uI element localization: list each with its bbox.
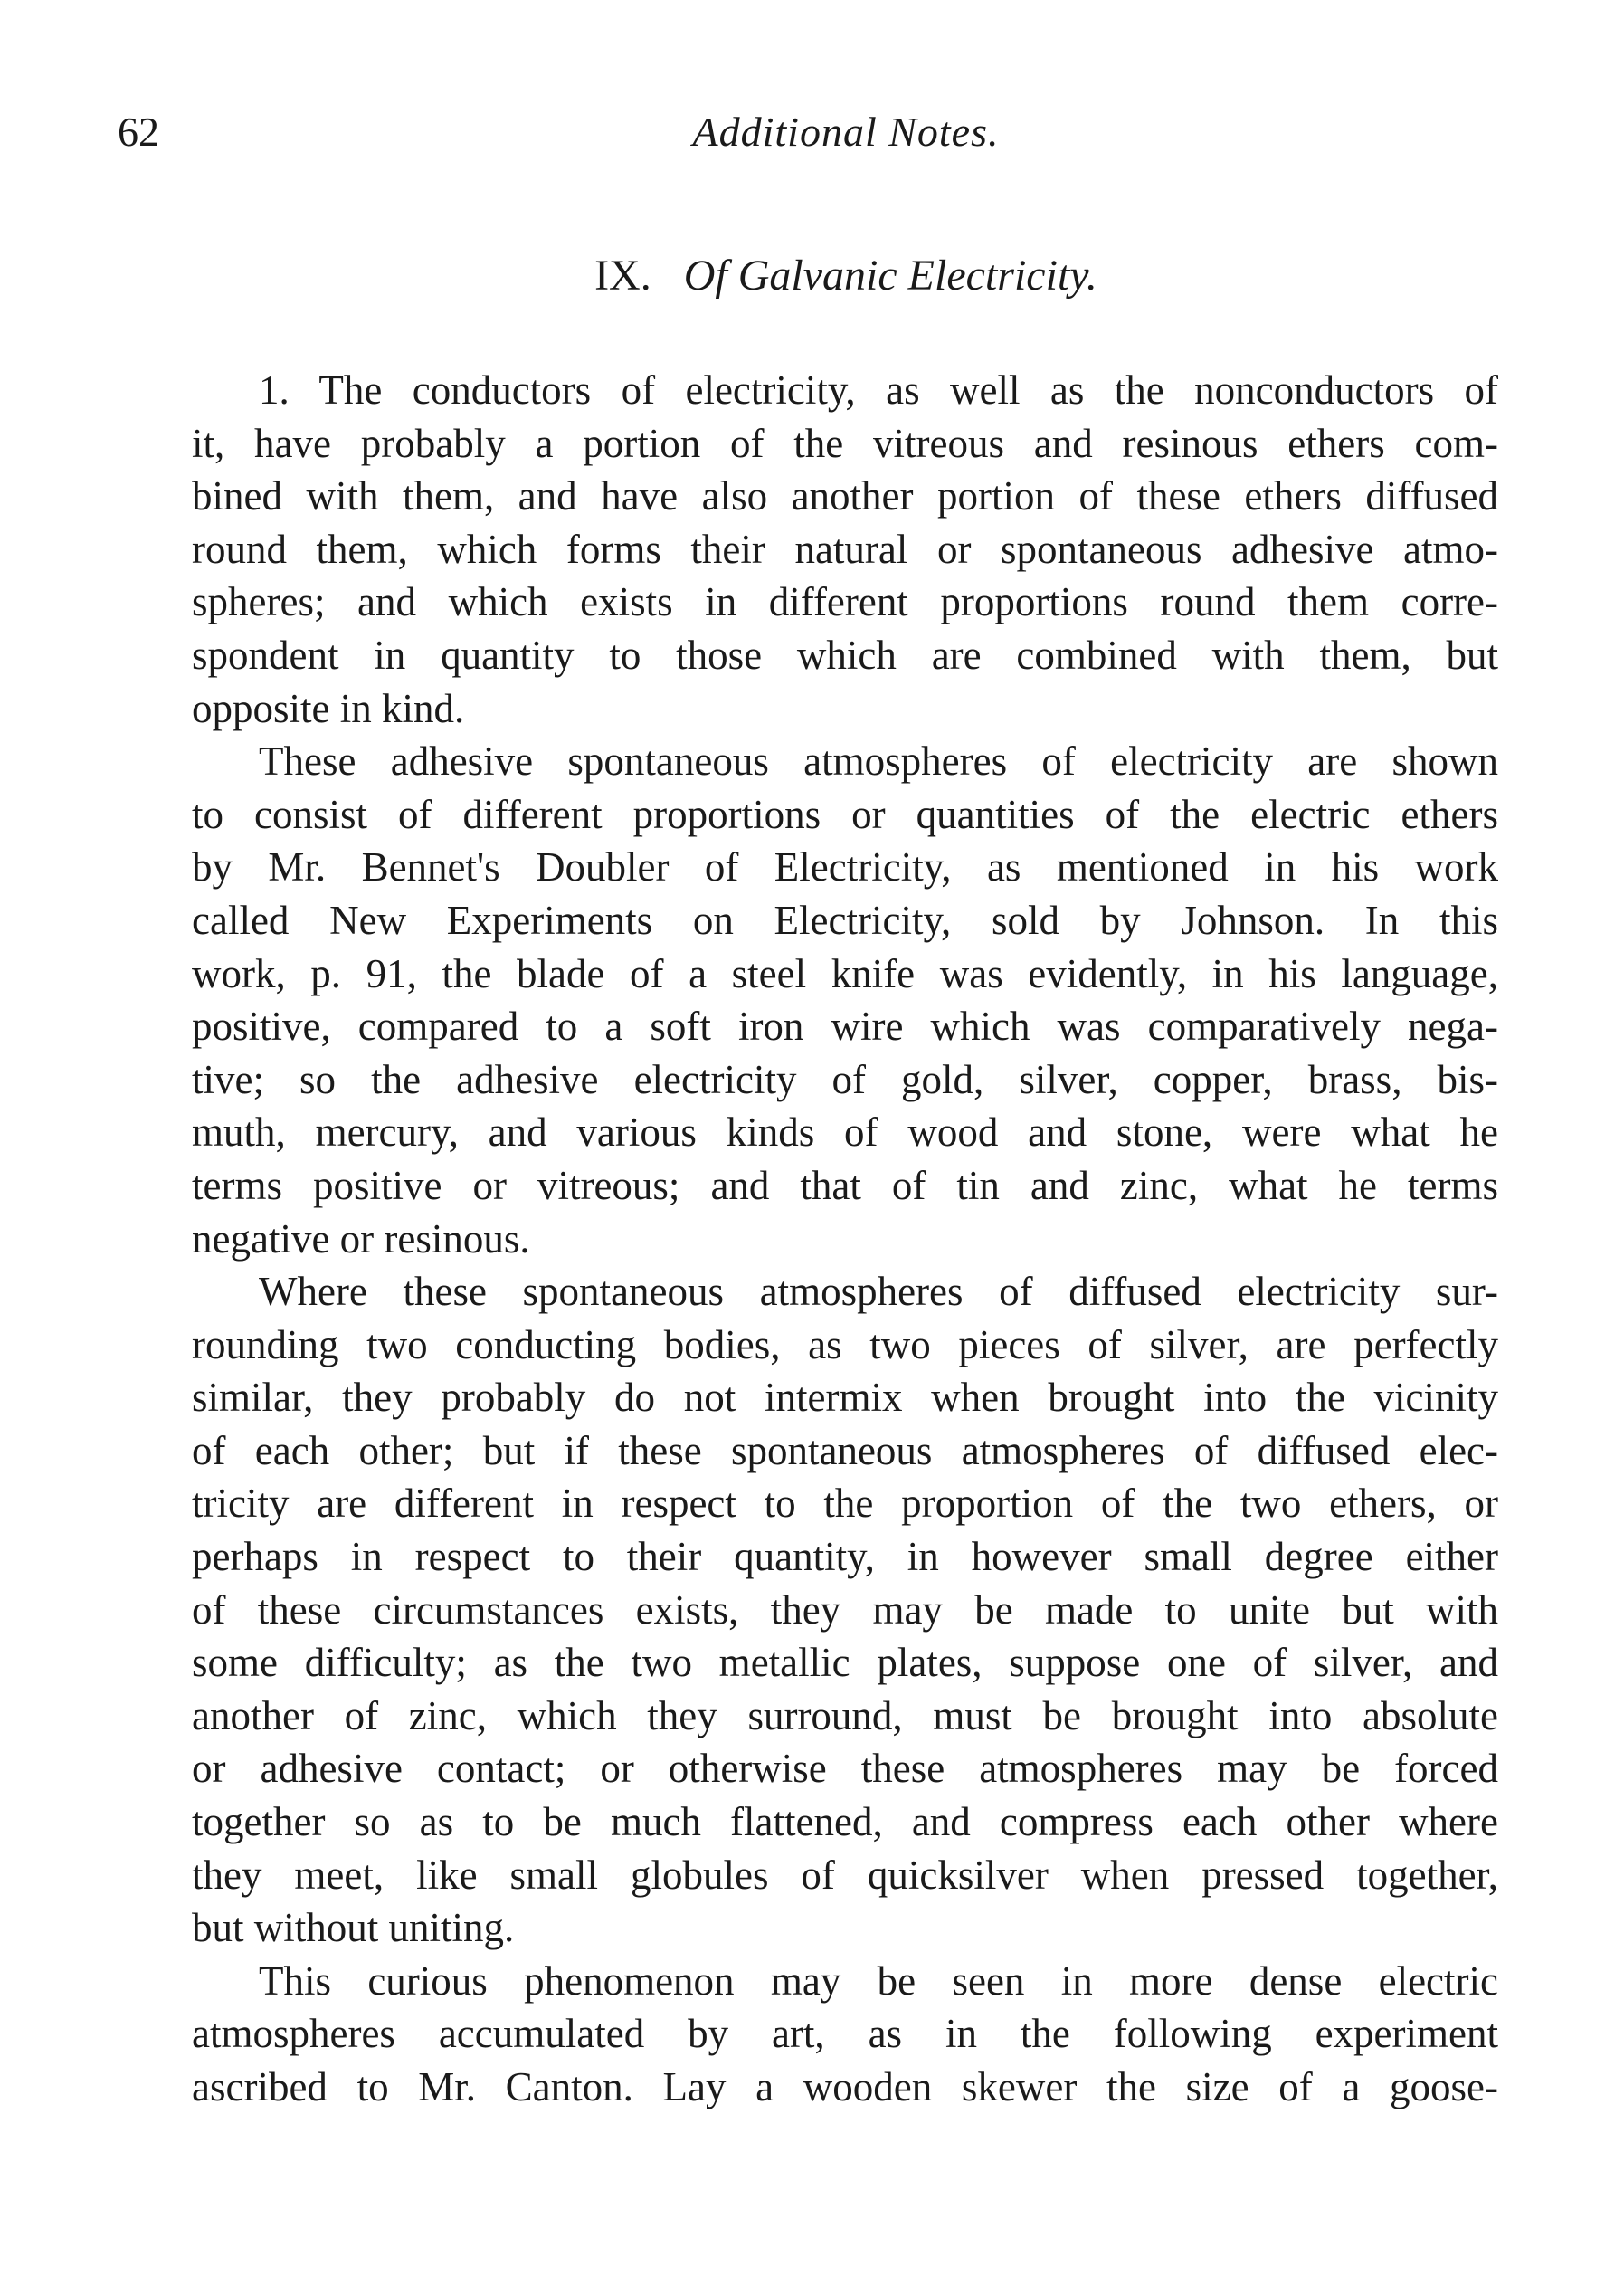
- text-line: spondent in quantity to those which are combined with them, but: [192, 632, 1498, 678]
- text-line: muth, mercury, and various kinds of wood and stone, were what he: [192, 1109, 1498, 1156]
- text-line: it, have probably a portion of the vitreous and resinous ethers com-: [192, 420, 1498, 466]
- paragraph-1: [125, 364, 1498, 735]
- page-number: 62: [118, 109, 159, 155]
- text-line: Where these spontaneous atmospheres of diffused electricity sur-: [259, 1269, 1498, 1315]
- text-line: to consist of different proportions or quantities of the electric ethers: [192, 791, 1498, 837]
- text-line: another of zinc, which they surround, must be brought into absolute: [192, 1692, 1498, 1738]
- text-line: some difficulty; as the two metallic plates, suppose one of silver, and: [192, 1640, 1498, 1686]
- text-line: rounding two conducting bodies, as two pieces of silver, are perfectly: [192, 1321, 1498, 1367]
- text-line: This curious phenomenon may be seen in more dense electric: [259, 1957, 1498, 2004]
- section-heading: [118, 249, 1511, 303]
- text-line: These adhesive spontaneous atmospheres of electricity are shown: [259, 738, 1498, 785]
- text-line: they meet, like small globules of quicksilver when pressed together,: [192, 1852, 1498, 1898]
- running-head: [118, 107, 1511, 170]
- text-line: perhaps in respect to their quantity, in however small degree either: [192, 1534, 1498, 1580]
- text-line: or adhesive contact; or otherwise these atmospheres may be forced: [192, 1746, 1498, 1792]
- text-line: positive, compared to a soft iron wire which was comparatively nega-: [192, 1004, 1498, 1050]
- paragraph-2: [125, 735, 1498, 1265]
- text-line: spheres; and which exists in different proportions round them corre-: [192, 579, 1498, 625]
- text-line: negative or resinous.: [192, 1215, 530, 1262]
- text-line: tive; so the adhesive electricity of gold, silver, copper, brass, bis-: [192, 1056, 1498, 1102]
- text-line: 1. The conductors of electricity, as well as the nonconductors of: [259, 367, 1498, 413]
- text-line: similar, they probably do not intermix when brought into the vicinity: [192, 1375, 1498, 1421]
- section-title: Of Galvanic Electricity.: [683, 252, 1097, 300]
- paragraph-3: [125, 1265, 1498, 1955]
- text-line: of these circumstances exists, they may be made to unite but with: [192, 1586, 1498, 1633]
- text-line: work, p. 91, the blade of a steel knife was evidently, in his language,: [192, 950, 1498, 996]
- text-line: tricity are different in respect to the proportion of the two ethers, or: [192, 1481, 1498, 1527]
- section-numeral: IX.: [594, 252, 651, 300]
- text-line: bined with them, and have also another portion of these ethers diffused: [192, 473, 1498, 519]
- text-line: together so as to be much flattened, and compress each other where: [192, 1799, 1498, 1845]
- running-title: Additional Notes.: [692, 109, 1000, 155]
- text-line: round them, which forms their natural or spontaneous adhesive atmo-: [192, 526, 1498, 572]
- text-line: terms positive or vitreous; and that of tin and zinc, what he terms: [192, 1162, 1498, 1208]
- body-text: [125, 364, 1498, 2114]
- text-line: of each other; but if these spontaneous atmospheres of diffused elec-: [192, 1427, 1498, 1473]
- text-line: atmospheres accumulated by art, as in the following experiment: [192, 2011, 1498, 2057]
- text-line: called New Experiments on Electricity, sold by Johnson. In this: [192, 897, 1498, 943]
- text-line: but without uniting.: [192, 1905, 515, 1951]
- text-line: by Mr. Bennet's Doubler of Electricity, as mentioned in his work: [192, 844, 1498, 890]
- text-line: ascribed to Mr. Canton. Lay a wooden skewer the size of a goose-: [192, 2064, 1498, 2109]
- text-line: opposite in kind.: [192, 685, 465, 731]
- paragraph-4: [125, 1955, 1498, 2114]
